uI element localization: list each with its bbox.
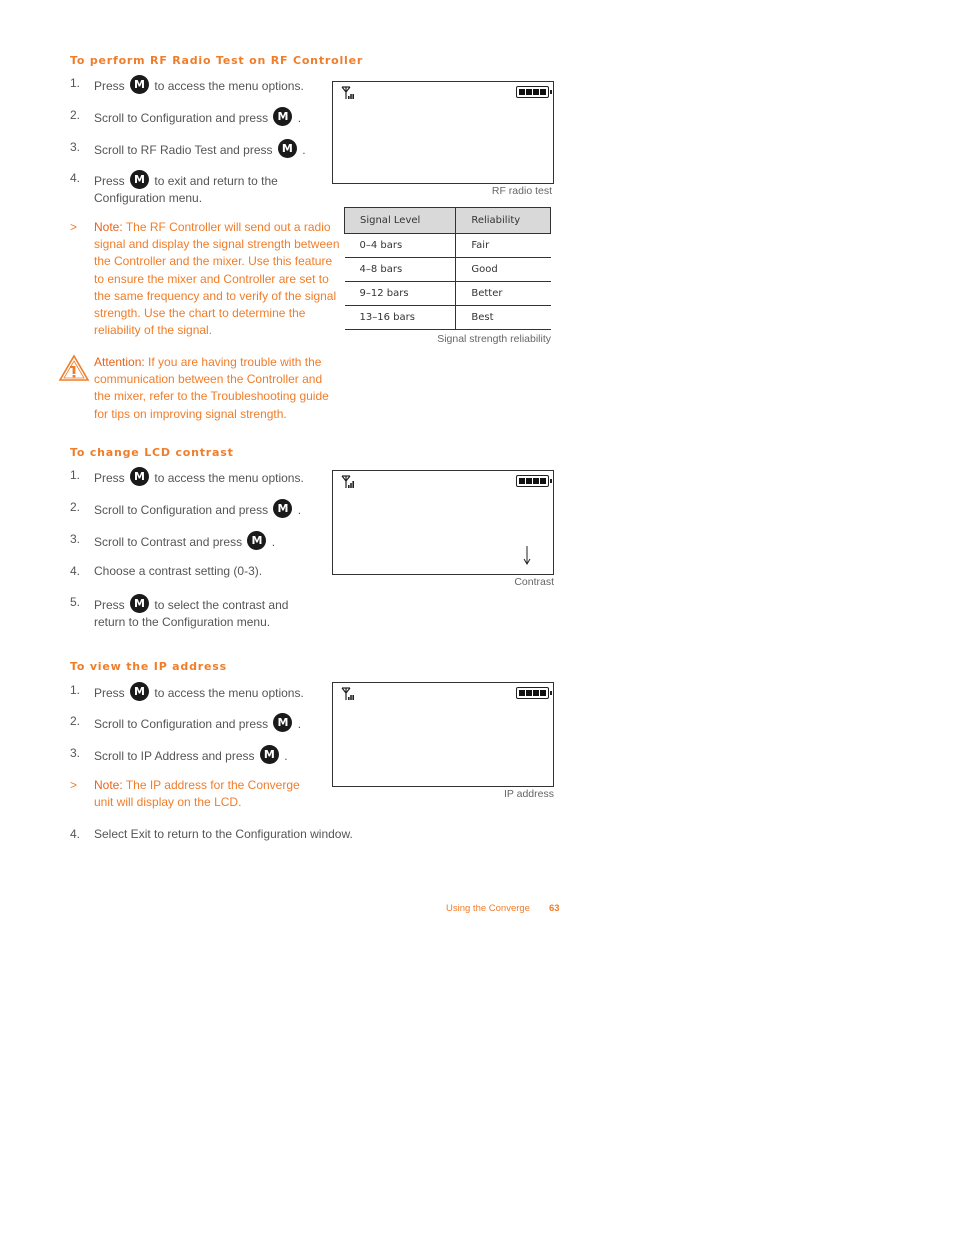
step-number: 4. (70, 564, 81, 578)
attention-text: If you are having trouble with the communication between the Controller and the mixer, refer to the Troubleshooting guide for tips on improving signal strength. (94, 355, 329, 421)
m-button-icon: M (273, 107, 292, 126)
section-heading-ip-address: To view the IP address (70, 660, 227, 673)
table-cell: 4–8 bars (345, 258, 456, 282)
step-text: to exit and return to the (154, 174, 278, 188)
table-row (345, 234, 551, 258)
table-row (345, 306, 551, 330)
lcd-screen-ip-address (332, 682, 554, 787)
step-text: Select Exit to return to the Configuration window. (94, 827, 353, 841)
lcd-caption-ip-address: IP address (503, 788, 554, 800)
lcd-screen-rf-radio-test (332, 81, 554, 184)
antenna-signal-icon (341, 475, 355, 489)
battery-icon (516, 475, 549, 487)
lcd-caption-rf-radio-test: RF radio test (491, 185, 552, 197)
note-marker: > (70, 220, 78, 234)
m-button-icon: M (260, 745, 279, 764)
step-text: . (297, 503, 302, 517)
lcd-screen-contrast (332, 470, 554, 575)
step-number: 4. (70, 171, 81, 185)
step-text: to select the contrast and (154, 598, 289, 612)
signal-strength-table (344, 207, 551, 330)
note-label: Note: (94, 778, 123, 792)
step-number: 1. (70, 468, 81, 482)
battery-icon (516, 687, 549, 699)
table-header-signal-level: Signal Level (345, 208, 456, 234)
m-button-icon: M (273, 713, 292, 732)
step-text: Scroll to Contrast and press (94, 535, 243, 549)
table-cell: 0–4 bars (345, 234, 456, 258)
down-arrow-icon (523, 545, 531, 565)
step-text: . (297, 717, 302, 731)
step-number: 3. (70, 746, 81, 760)
step-text: Press (94, 174, 125, 188)
step-text: . (284, 749, 288, 763)
note-text: The RF Controller will send out a radio signal and display the signal strength between the Controller and the mixer. Use this feature to ensure the mixer and Controller are set to the same frequency and to verify of the signal strength. Use the chart to determine the reliability of the signal. (94, 220, 340, 338)
table-header-row (345, 208, 551, 234)
m-button-icon: M (247, 531, 266, 550)
step-text: Choose a contrast setting (0-3). (94, 564, 263, 578)
step-number: 3. (70, 140, 81, 154)
table-row (345, 282, 551, 306)
table-cell: 9–12 bars (345, 282, 456, 306)
step-number: 2. (70, 500, 81, 514)
m-button-icon: M (130, 75, 149, 94)
m-button-icon: M (130, 170, 149, 189)
m-button-icon: M (273, 499, 292, 518)
section-heading-lcd-contrast: To change LCD contrast (70, 446, 234, 459)
step-number: 2. (70, 108, 81, 122)
table-caption: Signal strength reliability (437, 333, 551, 345)
step-text: Scroll to RF Radio Test and press (94, 143, 273, 157)
step-text: Press (94, 471, 125, 485)
step-number: 5. (70, 595, 81, 609)
step-text-line2: return to the Configuration menu. (94, 615, 271, 629)
step-number: 3. (70, 532, 81, 546)
step-text: Scroll to Configuration and press (94, 717, 269, 731)
note-label: Note: (94, 220, 123, 234)
m-button-icon: M (278, 139, 297, 158)
step-text: Press (94, 598, 125, 612)
step-text: to access the menu options. (154, 79, 304, 93)
step-text: Scroll to IP Address and press (94, 749, 255, 763)
step-text: to access the menu options. (154, 686, 304, 700)
warning-triangle-icon (58, 354, 90, 382)
note-text: The IP address for the Converge unit will display on the LCD. (94, 778, 300, 810)
m-button-icon: M (130, 467, 149, 486)
step-text: . (271, 535, 276, 549)
antenna-signal-icon (341, 86, 355, 100)
section-heading-rf-radio-test: To perform RF Radio Test on RF Controller (70, 54, 364, 67)
step-text: . (302, 143, 306, 157)
table-cell: 13–16 bars (345, 306, 456, 330)
table-cell: Good (456, 258, 551, 282)
table-cell: Best (456, 306, 551, 330)
step-text: Press (94, 79, 125, 93)
step-text: to access the menu options. (154, 471, 304, 485)
lcd-caption-contrast: Contrast (514, 576, 554, 588)
m-button-icon: M (130, 682, 149, 701)
table-cell: Fair (456, 234, 551, 258)
step-number: 2. (70, 714, 81, 728)
table-cell: Better (456, 282, 551, 306)
battery-icon (516, 86, 549, 98)
antenna-signal-icon (341, 687, 355, 701)
footer-section-name: Using the Converge (446, 903, 530, 914)
table-row (345, 258, 551, 282)
note-marker: > (70, 778, 78, 792)
footer-page-number: 63 (549, 903, 560, 914)
step-number: 1. (70, 76, 81, 90)
step-text: Scroll to Configuration and press (94, 503, 269, 517)
step-text-line2: Configuration menu. (94, 191, 203, 205)
step-text: Press (94, 686, 125, 700)
step-number: 4. (70, 827, 81, 841)
attention-label: Attention: (94, 355, 145, 369)
step-text: Scroll to Configuration and press (94, 111, 269, 125)
step-text: . (297, 111, 302, 125)
table-header-reliability: Reliability (456, 208, 551, 234)
m-button-icon: M (130, 594, 149, 613)
step-number: 1. (70, 683, 81, 697)
